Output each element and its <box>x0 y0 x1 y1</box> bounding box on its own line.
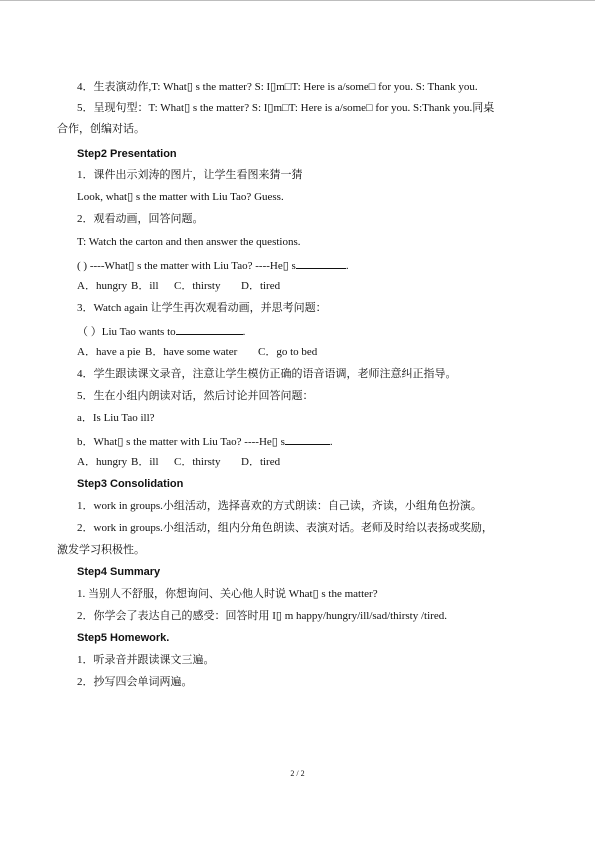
text-line: 合作，创编对话。 <box>57 123 145 135</box>
text-line: T: Watch the carton and then answer the questions. <box>77 236 301 248</box>
answer-blank <box>296 257 346 269</box>
text-line: 5．生在小组内朗读对话，然后讨论并回答问题： <box>77 390 314 402</box>
text-line: a．Is Liu Tao ill? <box>77 412 155 424</box>
option-a: A．have a pie <box>77 346 141 358</box>
question-line <box>77 433 333 449</box>
text-line: 激发学习积极性。 <box>57 544 145 556</box>
step-heading: Step4 Summary <box>77 566 161 578</box>
text-line: 4．学生跟读课文录音，注意让学生模仿正确的语音语调，老师注意纠正指导。 <box>77 368 457 380</box>
option-c: C．go to bed <box>258 346 318 358</box>
options-row <box>77 455 280 469</box>
text-line: 2．抄写四会单词两遍。 <box>77 676 193 688</box>
text-line: Look, what▯ s the matter with Liu Tao? Guess. <box>77 191 284 203</box>
option-b: B．ill <box>131 280 159 292</box>
step-heading: Step3 Consolidation <box>77 478 184 490</box>
page-top-border <box>0 0 595 1</box>
option-d: D．tired <box>241 280 281 292</box>
page-number: 2 / 2 <box>290 769 305 778</box>
text-line: 3．Watch again 让学生再次观看动画，并思考问题： <box>77 302 327 314</box>
question-text: ( ) ----What▯ s the matter with Liu Tao? ----He▯ s <box>77 260 296 272</box>
option-c: C．thirsty <box>174 280 221 292</box>
period: . <box>329 436 333 448</box>
period: . <box>345 260 349 272</box>
step-heading: Step2 Presentation <box>77 148 177 160</box>
options-row <box>77 279 280 293</box>
text-line: 1．课件出示刘涛的图片，让学生看图来猜一猜 <box>77 169 303 181</box>
option-b: B．have some water <box>145 346 238 358</box>
text-line: 1．work in groups.小组活动，选择喜欢的方式朗读：自己读，齐读，小组角色扮演。 <box>77 500 482 512</box>
text-line: 1. 当别人不舒服，你想询问、关心他人时说 What▯ s the matter? <box>77 588 378 600</box>
text-line: 1．听录音并跟读课文三遍。 <box>77 654 215 666</box>
text-line: 5．呈现句型：T: What▯ s the matter? S: I▯m□T: Here is a/some□ for you. S:Thank you.同桌 <box>77 102 495 114</box>
question-line <box>77 323 245 339</box>
period: . <box>242 326 246 338</box>
text-line: 2．观看动画，回答问题。 <box>77 213 204 225</box>
option-a: A．hungry <box>77 456 128 468</box>
question-text: b．What▯ s the matter with Liu Tao? ----He▯ s <box>77 436 285 448</box>
option-d: D．tired <box>241 456 281 468</box>
question-line <box>77 257 349 273</box>
step-heading: Step5 Homework. <box>77 632 170 644</box>
option-a: A．hungry <box>77 280 128 292</box>
option-c: C．thirsty <box>174 456 221 468</box>
text-line: 2．work in groups.小组活动，组内分角色朗读、表演对话。老师及时给以表扬或奖励， <box>77 522 493 534</box>
option-b: B．ill <box>131 456 159 468</box>
answer-blank <box>285 433 330 445</box>
answer-blank <box>176 323 243 335</box>
text-line: 4．生表演动作,T: What▯ s the matter? S: I▯m□T: Here is a/some□ for you. S: Thank you. <box>77 81 478 93</box>
text-line: 2．你学会了表达自己的感受：回答时用 I▯ m happy/hungry/ill/sad/thirsty /tired. <box>77 610 447 622</box>
options-row <box>77 345 317 359</box>
question-text: （ ）Liu Tao wants to <box>77 326 176 338</box>
